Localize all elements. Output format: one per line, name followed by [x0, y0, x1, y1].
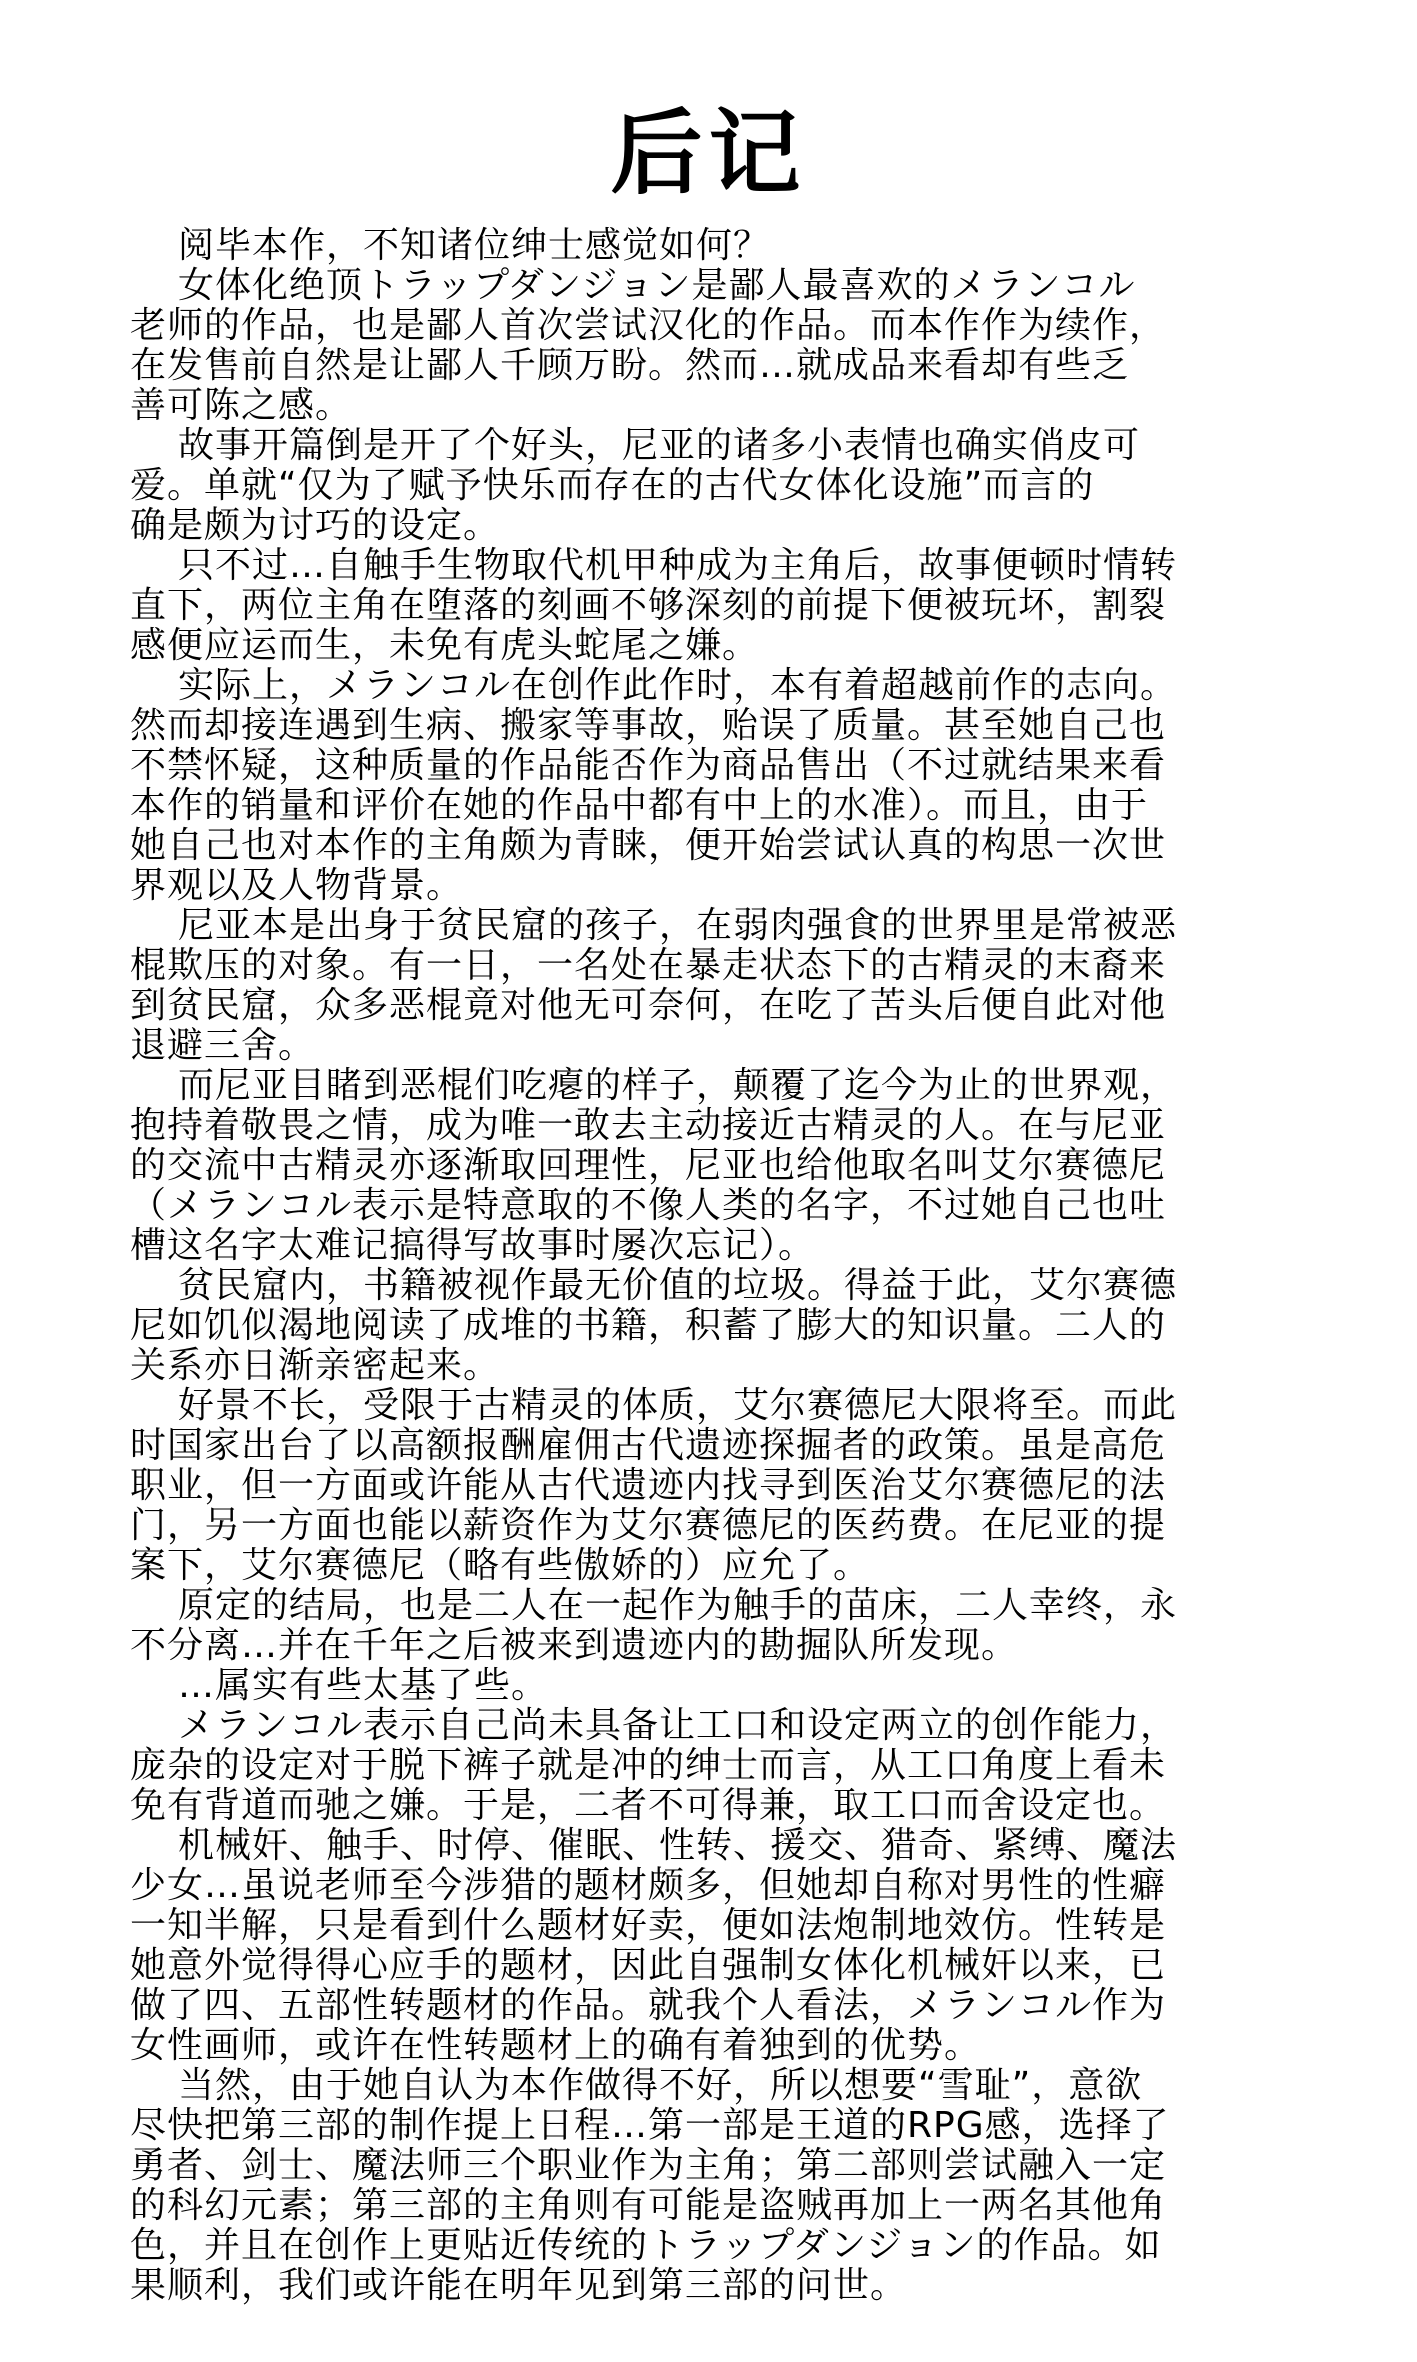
- text-line: 尼如饥似渴地阅读了成堆的书籍，积蓄了膨大的知识量。二人的: [130, 1305, 1167, 1346]
- text-line: 免有背道而驰之嫌。于是，二者不可得兼，取工口而舍设定也。: [130, 1785, 1167, 1826]
- text-line: 女性画师，或许在性转题材上的确有着独到的优势。: [130, 2025, 982, 2066]
- text-line: 实际上，メランコル在创作此作时，本有着超越前作的志向。: [178, 665, 1178, 706]
- text-line: …属实有些太基了些。: [178, 1665, 549, 1706]
- text-line: 槽这名字太难记搞得写故事时屡次忘记）。: [130, 1225, 816, 1266]
- text-line: 然而却接连遇到生病、搬家等事故，贻误了质量。甚至她自己也: [130, 705, 1167, 746]
- text-line: 一知半解，只是看到什么题材好卖，便如法炮制地效仿。性转是: [130, 1905, 1167, 1946]
- text-line: 关系亦日渐亲密起来。: [130, 1345, 501, 1386]
- text-line: 贫民窟内，书籍被视作最无价值的垃圾。得益于此，艾尔赛德: [178, 1265, 1178, 1306]
- text-line: 原定的结局，也是二人在一起作为触手的苗床，二人幸终，永: [178, 1585, 1178, 1626]
- page-title: 后记: [610, 100, 807, 207]
- text-line: 爱。单就“仅为了赋予快乐而存在的古代女体化设施”而言的: [130, 465, 1095, 506]
- text-line: 案下，艾尔赛德尼（略有些傲娇的）应允了。: [130, 1545, 871, 1586]
- text-line: 不分离…并在千年之后被来到遗迹内的勘掘队所发现。: [130, 1625, 1019, 1666]
- text-line: 机械奸、触手、时停、催眠、性转、援交、猎奇、紧缚、魔法: [178, 1825, 1178, 1866]
- text-line: 棍欺压的对象。有一日，一名处在暴走状态下的古精灵的末裔来: [130, 945, 1167, 986]
- text-line: 感便应运而生，未免有虎头蛇尾之嫌。: [130, 625, 760, 666]
- text-line: 尼亚本是出身于贫民窟的孩子，在弱肉强食的世界里是常被恶: [178, 905, 1178, 946]
- text-line: 门，另一方面也能以薪资作为艾尔赛德尼的医药费。在尼亚的提: [130, 1505, 1167, 1546]
- text-line: 庞杂的设定对于脱下裤子就是冲的绅士而言，从工口角度上看未: [130, 1745, 1167, 1786]
- text-line: 好景不长，受限于古精灵的体质，艾尔赛德尼大限将至。而此: [178, 1385, 1178, 1426]
- text-line: 不禁怀疑，这种质量的作品能否作为商品售出（不过就结果来看: [130, 745, 1167, 786]
- text-line: 到贫民窟，众多恶棍竟对他无可奈何，在吃了苦头后便自此对他: [130, 985, 1167, 1026]
- text-line: 的交流中古精灵亦逐渐取回理性，尼亚也给他取名叫艾尔赛德尼: [130, 1145, 1167, 1186]
- text-line: 界观以及人物背景。: [130, 865, 464, 906]
- afterword-body: [130, 226, 1290, 2306]
- text-line: 善可陈之感。: [130, 385, 353, 426]
- text-line: 而尼亚目睹到恶棍们吃瘪的样子，颠覆了迄今为止的世界观，: [178, 1065, 1178, 1106]
- text-line: 在发售前自然是让鄙人千顾万盼。然而…就成品来看却有些乏: [130, 345, 1130, 386]
- text-line: 退避三舍。: [130, 1025, 316, 1066]
- text-line: 做了四、五部性转题材的作品。就我个人看法，メランコル作为: [130, 1985, 1167, 2026]
- text-line: 果顺利，我们或许能在明年见到第三部的问世。: [130, 2265, 908, 2306]
- text-line: 抱持着敬畏之情，成为唯一敢去主动接近古精灵的人。在与尼亚: [130, 1105, 1167, 1146]
- text-line: 的科幻元素；第三部的主角则有可能是盗贼再加上一两名其他角: [130, 2185, 1167, 2226]
- text-line: 时国家出台了以高额报酬雇佣古代遗迹探掘者的政策。虽是高危: [130, 1425, 1167, 1466]
- text-line: 本作的销量和评价在她的作品中都有中上的水准）。而且，由于: [130, 785, 1149, 826]
- text-line: 阅毕本作，不知诸位绅士感觉如何？: [178, 225, 771, 266]
- text-line: 老师的作品，也是鄙人首次尝试汉化的作品。而本作作为续作，: [130, 305, 1167, 346]
- text-line: 色，并且在创作上更贴近传统的トラップダンジョン的作品。如: [130, 2225, 1162, 2266]
- text-line: 当然，由于她自认为本作做得不好，所以想要“雪耻”，意欲: [178, 2065, 1143, 2106]
- text-line: 故事开篇倒是开了个好头，尼亚的诸多小表情也确实俏皮可: [178, 425, 1141, 466]
- text-line: （メランコル表示是特意取的不像人类的名字，不过她自己也吐: [130, 1185, 1167, 1226]
- text-line: 直下，两位主角在堕落的刻画不够深刻的前提下便被玩坏，割裂: [130, 585, 1167, 626]
- text-line: 她自己也对本作的主角颇为青睐，便开始尝试认真的构思一次世: [130, 825, 1167, 866]
- text-line: 女体化绝顶トラップダンジョン是鄙人最喜欢的メランコル: [178, 265, 1136, 306]
- text-line: 少女…虽说老师至今涉猎的题材颇多，但她却自称对男性的性癖: [130, 1865, 1167, 1906]
- text-line: 她意外觉得得心应手的题材，因此自强制女体化机械奸以来，已: [130, 1945, 1167, 1986]
- text-line: 尽快把第三部的制作提上日程…第一部是王道的RPG感，选择了: [130, 2105, 1170, 2146]
- text-line: 职业，但一方面或许能从古代遗迹内找寻到医治艾尔赛德尼的法: [130, 1465, 1167, 1506]
- text-line: メランコル表示自己尚未具备让工口和设定两立的创作能力，: [178, 1705, 1178, 1746]
- text-line: 只不过…自触手生物取代机甲种成为主角后，故事便顿时情转: [178, 545, 1178, 586]
- text-line: 确是颇为讨巧的设定。: [130, 505, 501, 546]
- text-line: 勇者、剑士、魔法师三个职业作为主角；第二部则尝试融入一定: [130, 2145, 1167, 2186]
